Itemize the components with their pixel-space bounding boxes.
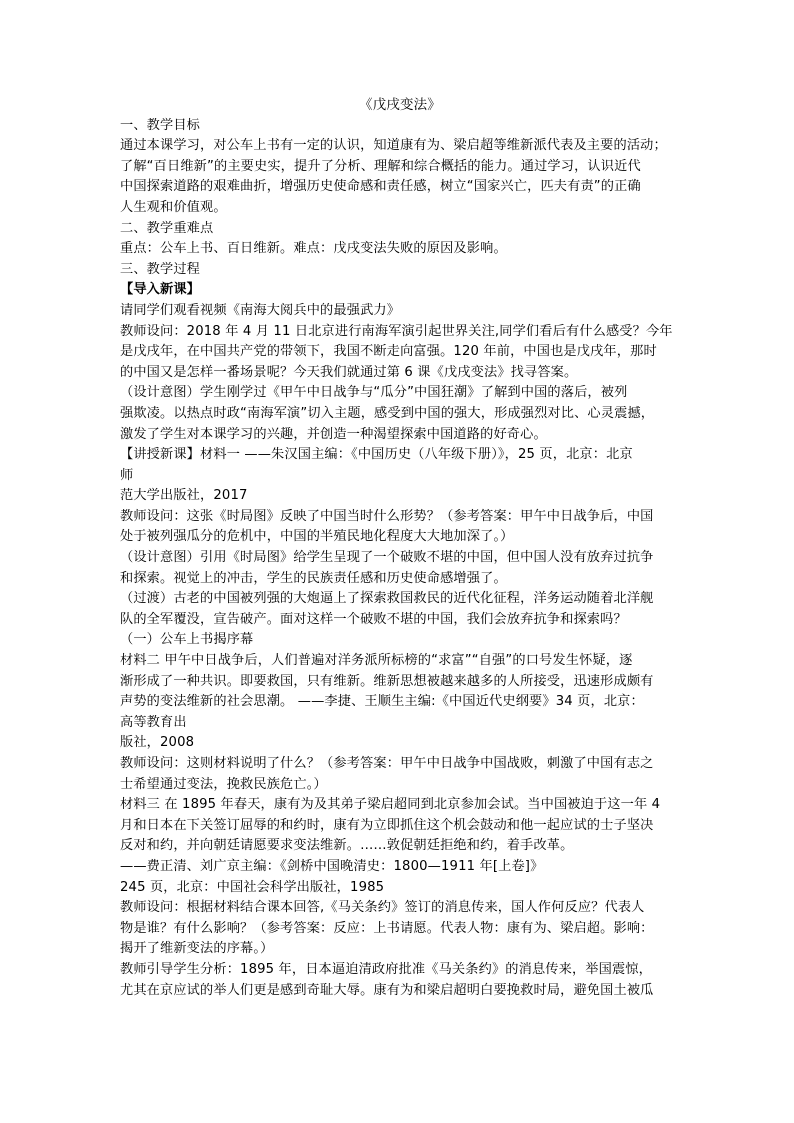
paragraph-line: 揭开了维新变法的序幕。） bbox=[120, 941, 274, 957]
paragraph-line: 通过本课学习，对公车上书有一定的认识，知道康有为、梁启超等维新派代表及主要的活动； bbox=[120, 138, 667, 154]
paragraph-line: （过渡）古老的中国被列强的大炮逼上了探索救国救民的近代化征程，洋务运动随着北洋舰 bbox=[120, 591, 654, 607]
paragraph-line: （设计意图）引用《时局图》给学生呈现了一个破败不堪的中国，但中国人没有放弃过抗争 bbox=[120, 550, 654, 566]
paragraph-line: 师 bbox=[120, 467, 134, 483]
paragraph-line: 教师引导学生分析：1895 年，日本逼迫清政府批准《马关条约》的消息传来，举国震惊， bbox=[120, 961, 652, 977]
document-title: 《戊戌变法》 bbox=[359, 97, 441, 113]
paragraph-line: 范大学出版社，2017 bbox=[120, 488, 248, 504]
subheading-new-lesson: 【讲授新课】材料一 ——朱汉国主编：《中国历史（八年级下册）》，25 页，北京：北京 bbox=[120, 447, 633, 463]
paragraph-line: 中国探索道路的艰难曲折，增强历史使命感和责任感，树立“国家兴亡，匹夫有责”的正确 bbox=[120, 179, 641, 195]
paragraph-line: 队的全军覆没，宣告破产。面对这样一个破败不堪的中国，我们会放弃抗争和探索吗？ bbox=[120, 611, 627, 627]
paragraph-line: 士希望通过变法，挽救民族危亡。） bbox=[120, 776, 327, 792]
document-page bbox=[120, 95, 680, 1001]
paragraph-line: 人生观和价值观。 bbox=[120, 199, 227, 215]
paragraph-line: 处于被列强瓜分的危机中，中国的半殖民地化程度大大地加深了。） bbox=[120, 529, 514, 545]
paragraph-line: 物是谁？有什么影响？（参考答案：反应：上书请愿。代表人物：康有为、梁启超。影响： bbox=[120, 920, 654, 936]
subheading-intro: 【导入新课】 bbox=[120, 282, 201, 298]
paragraph-line: 教师设问：2018 年 4 月 11 日北京进行南海军演引起世界关注,同学们看后有什么感受？今年 bbox=[120, 323, 673, 339]
paragraph-line: （设计意图）学生刚学过《甲午中日战争与“瓜分”中国狂潮》了解到中国的落后，被列 bbox=[120, 385, 628, 401]
paragraph-line: 渐形成了一种共识。即要救国，只有维新。维新思想被越来越多的人所接受，迅速形成颇有 bbox=[120, 673, 654, 689]
paragraph-line: 反对和约，并向朝廷请愿要求变法维新。……敦促朝廷拒绝和约，着手改革。 bbox=[120, 838, 574, 854]
paragraph-line: 尤其在京应试的举人们更是感到奇耻大辱。康有为和梁启超明白要挽救时局，避免国土被瓜 bbox=[120, 982, 654, 998]
paragraph-line: 声势的变法维新的社会思潮。 ——李捷、王顺生主编:《中国近代史纲要》34 页，北京： bbox=[120, 694, 644, 710]
paragraph-line: 月和日本在下关签订屈辱的和约时，康有为立即抓住这个机会鼓动和他一起应试的士子坚决 bbox=[120, 817, 654, 833]
paragraph-line: 材料二 甲午中日战争后，人们普遍对洋务派所标榜的“求富”“自强”的口号发生怀疑，逐 bbox=[120, 653, 633, 669]
subheading-gongche-shangshu: （一）公车上书揭序幕 bbox=[120, 632, 254, 648]
paragraph-line: 和探索。视觉上的冲击，学生的民族责任感和历史使命感增强了。 bbox=[120, 570, 507, 586]
paragraph-line: 教师设问：这则材料说明了什么？（参考答案：甲午中日战争中国战败，刺激了中国有志之 bbox=[120, 756, 654, 771]
paragraph-line: 245 页，北京：中国社会科学出版社，1985 bbox=[120, 879, 385, 895]
paragraph-line: 激发了学生对本课学习的兴趣，并创造一种渴望探索中国道路的好奇心。 bbox=[120, 426, 547, 442]
paragraph-line: 请同学们观看视频《南海大阅兵中的最强武力》 bbox=[120, 302, 401, 318]
paragraph-line: 教师设问：根据材料结合课本回答,《马关条约》签订的消息传来，国人作何反应？代表人 bbox=[120, 900, 645, 916]
paragraph-line: 材料三 在 1895 年春天，康有为及其弟子梁启超同到北京参加会试。当中国被迫于这一年 4 bbox=[120, 797, 661, 813]
section-heading-process: 三、教学过程 bbox=[120, 261, 201, 277]
paragraph-line: ——费正清、刘广京主编：《剑桥中国晚清史：1800—1911 年[上卷]》 bbox=[120, 858, 544, 874]
paragraph-line: 是戊戌年，在中国共产党的带领下，我国不断走向富强。120 年前，中国也是戊戌年，那时 bbox=[120, 344, 657, 360]
paragraph-line: 教师设问：这张《时局图》反映了中国当时什么形势？（参考答案：甲午中日战争后，中国 bbox=[120, 508, 654, 524]
paragraph-line: 重点：公车上书、百日维新。难点：戊戌变法失败的原因及影响。 bbox=[120, 241, 507, 257]
section-heading-objectives: 一、教学目标 bbox=[120, 117, 201, 133]
paragraph-line: 版社，2008 bbox=[120, 735, 195, 751]
paragraph-line: 强欺凌。以热点时政“南海军演”切入主题，感受到中国的强大，形成强烈对比、心灵震撼， bbox=[120, 405, 655, 421]
paragraph-line: 了解“百日维新”的主要史实，提升了分析、理解和综合概括的能力。通过学习，认识近代 bbox=[120, 158, 641, 174]
paragraph-line: 的中国又是怎样一番场景呢？今天我们就通过第 6 课《戊戌变法》找寻答案。 bbox=[120, 364, 578, 380]
paragraph-line: 高等教育出 bbox=[120, 714, 187, 730]
section-heading-key-points: 二、教学重难点 bbox=[120, 220, 214, 236]
